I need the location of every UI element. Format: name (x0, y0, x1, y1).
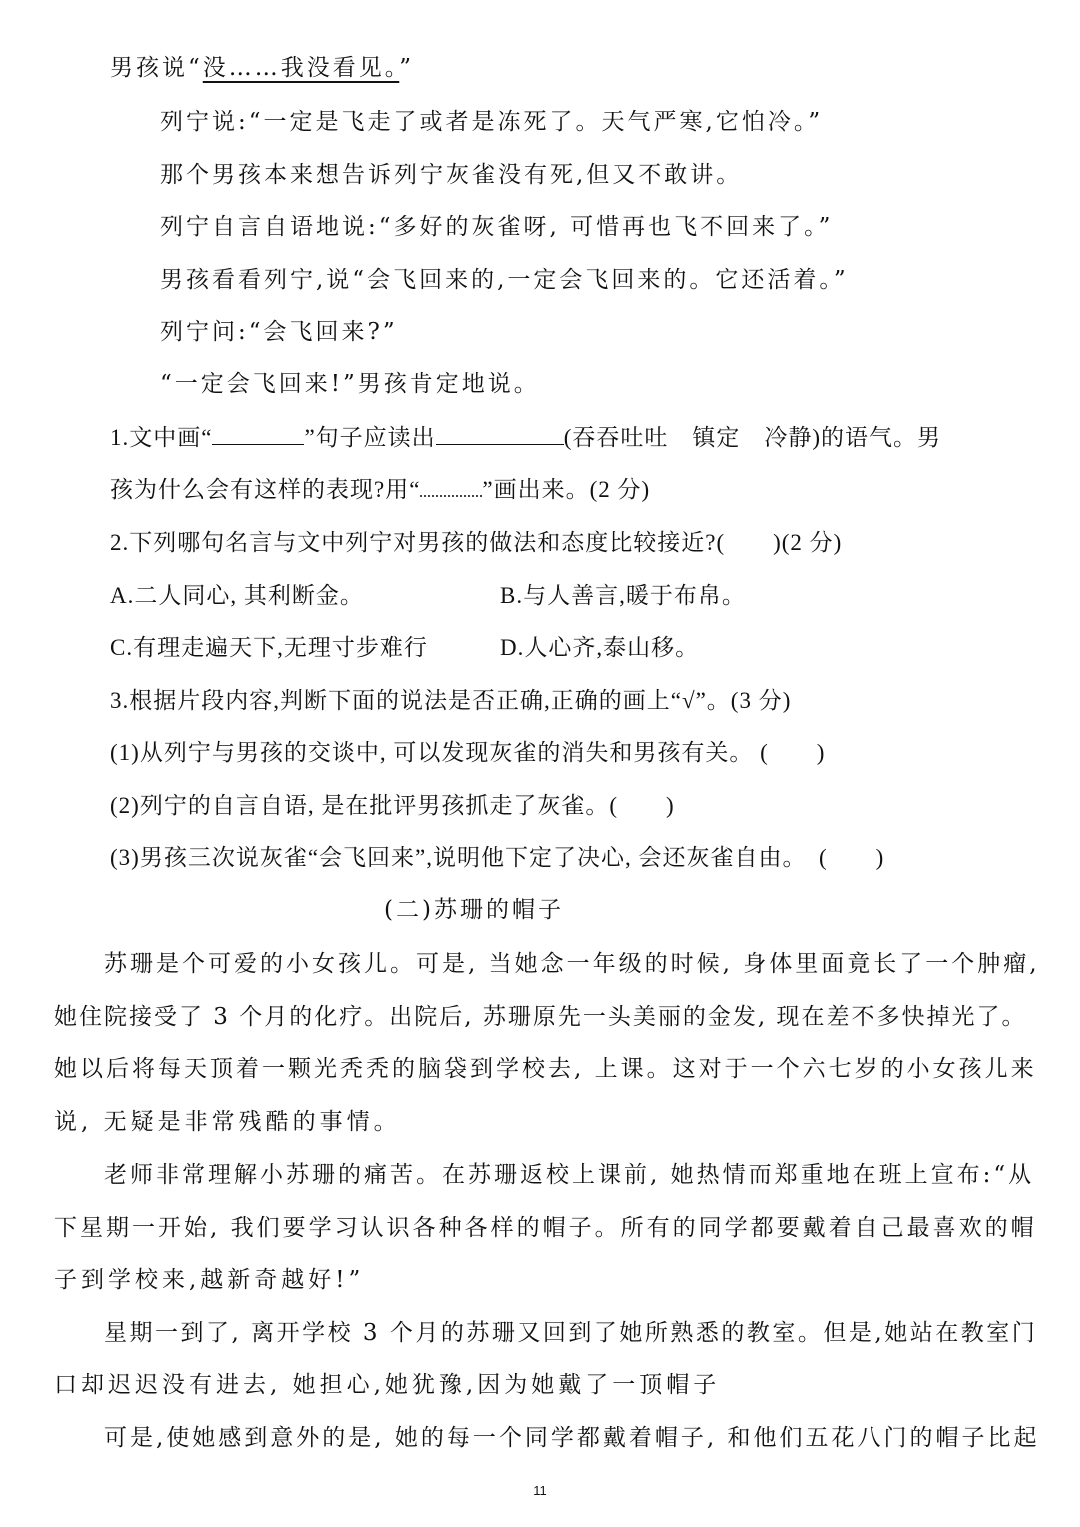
question-3-item-1: (1)从列宁与男孩的交谈中, 可以发现灰雀的消失和男孩有关。 ( ) (110, 740, 826, 765)
text-segment: 男孩说“ (110, 55, 203, 81)
paragraph-3-line-2: 口却迟迟没有进去, 她担心,她犹豫,因为她戴了一顶帽子 (54, 1372, 721, 1398)
paragraph-1-line-4: 说, 无疑是非常残酷的事情。 (54, 1109, 401, 1135)
question-3-item-3: (3)男孩三次说灰雀“会飞回来”,说明他下定了决心, 会还灰雀自由。 ( ) (110, 845, 885, 870)
page-number: 11 (533, 1483, 547, 1498)
answer-blank (212, 424, 304, 445)
question-2: 2.下列哪句名言与文中列宁对男孩的做法和态度比较接近?( )(2 分) (110, 530, 843, 555)
paragraph-3-line-1: 星期一到了, 离开学校 3 个月的苏珊又回到了她所熟悉的教室。但是,她站在教室门 (104, 1320, 1038, 1346)
question-2-option-b: B.与人善言,暖于布帛。 (500, 583, 746, 608)
paragraph-4-line-1: 可是,使她感到意外的是, 她的每一个同学都戴着帽子, 和他们五花八门的帽子比起 (104, 1425, 1040, 1451)
story1-line-4: 列宁自言自语地说:“多好的灰雀呀, 可惜再也飞不回来了。” (160, 214, 834, 240)
question-3: 3.根据片段内容,判断下面的说法是否正确,正确的画上“√”。(3 分) (110, 688, 792, 713)
story1-line-5: 男孩看看列宁,说“会飞回来的,一定会飞回来的。它还活着。” (160, 267, 849, 293)
text-segment: ”画出来。(2 分) (482, 477, 651, 502)
wavy-line-mark (420, 475, 482, 497)
question-1-line-2 (110, 472, 650, 508)
paragraph-2-line-3: 子到学校来,越新奇越好!” (54, 1267, 365, 1293)
text-segment: ” (399, 55, 415, 81)
answer-blank (436, 424, 564, 445)
question-2-option-d: D.人心齐,泰山移。 (500, 635, 700, 660)
text-segment: 1.文中画“ (110, 425, 213, 450)
story1-line-7: “一定会飞回来!”男孩肯定地说。 (160, 371, 540, 397)
story1-line-1 (110, 50, 414, 86)
paragraph-1-line-1: 苏珊是个可爱的小女孩儿。可是, 当她念一年级的时候, 身体里面竟长了一个肿瘤, (104, 951, 1040, 977)
text-segment: 孩为什么会有这样的表现?用“ (110, 477, 421, 502)
paragraph-2-line-1: 老师非常理解小苏珊的痛苦。在苏珊返校上课前, 她热情而郑重地在班上宣布:“从 (104, 1162, 1035, 1188)
text-segment: ”句子应读出 (304, 425, 436, 450)
text-segment: (吞吞吐吐 镇定 冷静)的语气。男 (563, 425, 942, 450)
story1-line-3: 那个男孩本来想告诉列宁灰雀没有死,但又不敢讲。 (160, 162, 743, 188)
question-3-item-2: (2)列宁的自言自语, 是在批评男孩抓走了灰雀。( ) (110, 793, 675, 818)
section-title: (二)苏珊的帽子 (384, 897, 564, 923)
paragraph-1-line-2: 她住院接受了 3 个月的化疗。出院后, 苏珊原先一头美丽的金发, 现在差不多快掉光了。 (54, 1004, 1027, 1030)
paragraph-2-line-2: 下星期一开始, 我们要学习认识各种各样的帽子。所有的同学都要戴着自己最喜欢的帽 (54, 1215, 1037, 1241)
story1-line-2: 列宁说:“一定是飞走了或者是冻死了。天气严寒,它怕冷。” (160, 109, 824, 135)
paragraph-1-line-3: 她以后将每天顶着一颗光秃秃的脑袋到学校去, 上课。这对于一个六七岁的小女孩儿来 (54, 1056, 1037, 1082)
story1-line-6: 列宁问:“会飞回来?” (160, 319, 398, 345)
question-2-option-a: A.二人同心, 其利断金。 (110, 583, 364, 608)
underlined-sentence: 没……我没看见。 (202, 55, 400, 81)
question-2-option-c: C.有理走遍天下,无理寸步难行 (110, 635, 428, 660)
question-1-line-1 (110, 420, 941, 456)
